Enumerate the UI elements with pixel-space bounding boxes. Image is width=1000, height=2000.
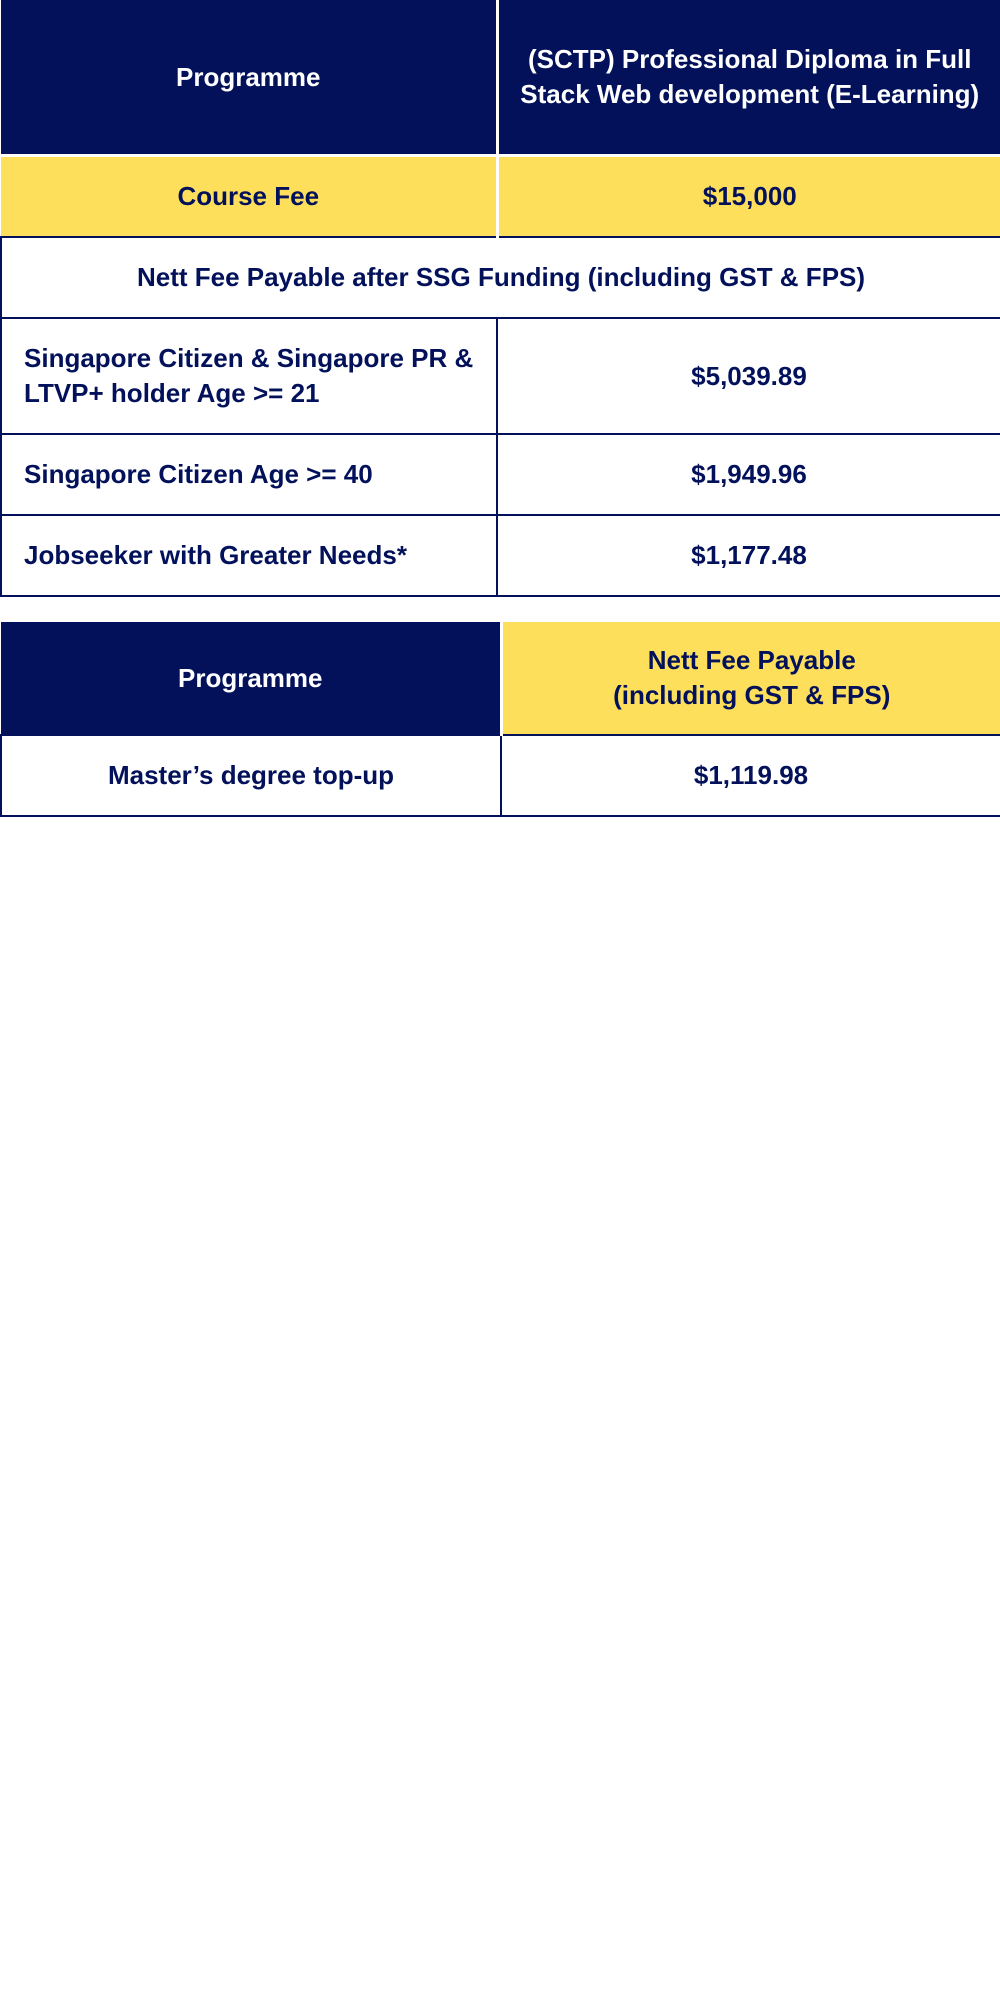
- row-value: $5,039.89: [691, 360, 807, 391]
- row-value-cell: [497, 515, 1000, 596]
- table-row: [1, 515, 1000, 596]
- course-fee-label-cell: [1, 156, 497, 238]
- table-row: [1, 318, 1000, 434]
- programme-header-cell: [1, 622, 501, 735]
- row-value-cell: [501, 735, 1000, 816]
- programme-header-label: Programme: [178, 662, 323, 693]
- row-label-cell: [1, 735, 501, 816]
- course-fee-table: [0, 0, 1000, 597]
- masters-topup-table: [0, 622, 1000, 817]
- table-row: [1, 735, 1000, 816]
- course-fee-value-cell: [497, 156, 1000, 238]
- nett-fee-heading-row: [1, 237, 1000, 318]
- row-value: $1,119.98: [693, 760, 809, 790]
- row-value: $1,177.48: [691, 540, 807, 570]
- row-label-cell: [1, 318, 497, 434]
- course-fee-value: $15,000: [702, 181, 797, 211]
- nett-fee-heading: Nett Fee Payable after SSG Funding (including GST & FPS): [136, 262, 866, 292]
- row-label-cell: [1, 515, 497, 596]
- row-value-cell: [497, 434, 1000, 515]
- nett-fee-header-line1: Nett Fee Payable: [647, 645, 856, 675]
- programme-name: (SCTP) Professional Diploma in Full Stack Web development (E-Learning): [520, 44, 980, 109]
- table-row: [1, 434, 1000, 515]
- nett-fee-header-cell: [501, 622, 1000, 735]
- row-label: Singapore Citizen Age >= 40: [24, 459, 373, 489]
- course-fee-row: [1, 156, 1000, 238]
- table-header-row: [1, 622, 1000, 735]
- row-label-cell: [1, 434, 497, 515]
- row-value-cell: [497, 318, 1000, 434]
- programme-header-cell: [1, 0, 497, 156]
- nett-fee-heading-cell: [1, 237, 1000, 318]
- table-header-row: [1, 0, 1000, 156]
- row-label: Master’s degree top-up: [107, 760, 395, 790]
- course-fee-label: Course Fee: [177, 181, 320, 211]
- programme-name-cell: [497, 0, 1000, 156]
- row-label: Jobseeker with Greater Needs*: [24, 540, 407, 570]
- row-value: $1,949.96: [691, 459, 807, 489]
- programme-header-label: Programme: [176, 61, 321, 92]
- row-label: Singapore Citizen & Singapore PR & LTVP+ holder Age >= 21: [24, 343, 474, 408]
- nett-fee-header-line2: (including GST & FPS): [613, 680, 891, 710]
